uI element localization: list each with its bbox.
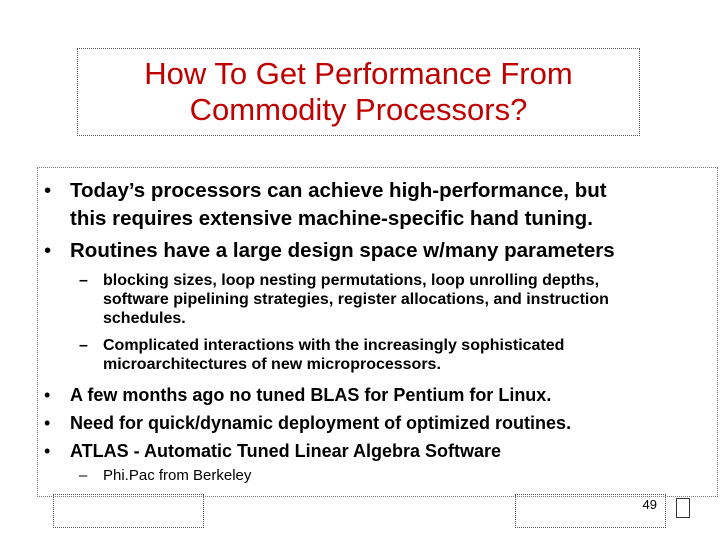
missing-glyph-icon — [676, 498, 690, 518]
slide-title-line-2: Commodity Processors? — [189, 92, 528, 127]
bullet-item — [44, 237, 615, 265]
sub-bullet-item — [79, 336, 565, 374]
sub-bullet-item — [79, 271, 609, 328]
footer-left-box — [53, 494, 204, 528]
sub-bullet-marker: – — [79, 467, 88, 484]
footer-slide-number-box — [515, 494, 666, 528]
bullet-marker: • — [44, 179, 52, 202]
sub-bullet-item — [79, 467, 252, 485]
bullet-item — [44, 409, 572, 437]
title-box — [77, 48, 640, 136]
slide-number: 49 — [642, 497, 657, 512]
bullet-marker: • — [44, 413, 51, 433]
bullet-item — [44, 177, 607, 233]
bullet-marker: • — [44, 441, 51, 461]
bullet-text-line: this requires extensive machine-specific hand tuning. — [70, 207, 593, 230]
bullet-text-line: A few months ago no tuned BLAS for Pentium for Linux. — [70, 385, 552, 405]
bullet-text-line: ATLAS - Automatic Tuned Linear Algebra Software — [70, 441, 502, 461]
sub-bullet-text-line: microarchitectures of new microprocessors. — [103, 356, 441, 373]
sub-bullet-text-line: blocking sizes, loop nesting permutations, loop unrolling depths, — [103, 272, 600, 289]
sub-bullet-text-line: schedules. — [103, 310, 186, 327]
bullet-text-line: Today’s processors can achieve high-performance, but — [70, 179, 607, 202]
sub-bullet-marker: – — [79, 337, 88, 354]
bullet-marker: • — [44, 239, 52, 262]
bullet-item — [44, 381, 552, 409]
bullet-marker: • — [44, 385, 51, 405]
slide-title-line-1: How To Get Performance From — [144, 56, 573, 91]
sub-bullet-text-line: software pipelining strategies, register allocations, and instruction — [103, 291, 609, 308]
bullet-text-line: Routines have a large design space w/many parameters — [70, 239, 615, 262]
sub-bullet-marker: – — [79, 272, 88, 289]
bullet-text-line: Need for quick/dynamic deployment of optimized routines. — [70, 413, 572, 433]
bullet-item — [44, 437, 502, 465]
sub-bullet-text-line: Complicated interactions with the increasingly sophisticated — [103, 337, 565, 354]
sub-bullet-text-line: Phi.Pac from Berkeley — [103, 467, 252, 484]
